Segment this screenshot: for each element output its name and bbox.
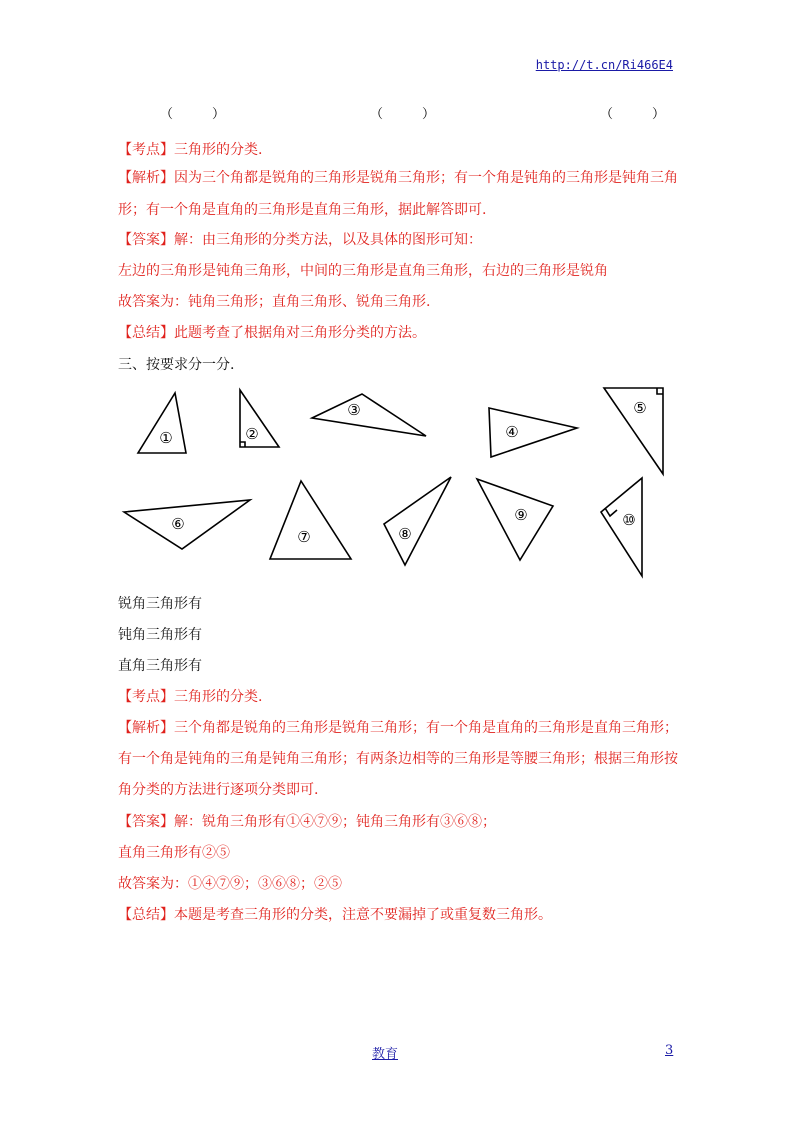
answer-blank-1: （ ） (160, 107, 226, 122)
jiexi-2-line1 (118, 717, 678, 737)
jiexi-text: 因为三个角都是锐角的三角形是锐角三角形；有一个角是钝角的三角形是钝角三角 (174, 170, 678, 186)
daan-1-line3: 故答案为：钝角三角形；直角三角形、锐角三角形. (118, 294, 431, 310)
header-url[interactable]: http://t.cn/Ri466E4 (535, 58, 673, 72)
daan-text: 解：锐角三角形有①④⑦⑨；钝角三角形有③⑥⑧； (174, 814, 496, 830)
daan-label: 【答案】 (118, 232, 174, 248)
answer-blank-3: （ ） (600, 107, 666, 122)
triangle-4 (489, 408, 577, 457)
daan-label: 【答案】 (118, 814, 174, 830)
zongjie-label: 【总结】 (118, 907, 174, 923)
kaodian-text: 三角形的分类. (174, 689, 263, 705)
right-angle-mark-10 (605, 508, 617, 516)
triangle-6 (124, 500, 250, 549)
right-angle-mark-5 (657, 388, 663, 394)
footer-link[interactable]: 教育 (372, 1047, 399, 1062)
zongjie-label: 【总结】 (118, 325, 174, 341)
zongjie-text: 本题是考查三角形的分类，注意不要漏掉了或重复数三角形。 (174, 907, 552, 923)
triangle-7 (270, 481, 351, 559)
triangle-label-1: ① (159, 429, 173, 447)
zongjie-2 (118, 904, 552, 924)
kaodian-label: 【考点】 (118, 142, 174, 158)
jiexi-2-line2: 有一个角是钝角的三角是钝角三角形；有两条边相等的三角形是等腰三角形；根据三角形按 (118, 751, 678, 767)
triangle-label-2: ② (245, 425, 259, 443)
zongjie-text: 此题考查了根据角对三角形分类的方法。 (174, 325, 426, 341)
jiexi-label: 【解析】 (118, 720, 174, 736)
question-acute: 锐角三角形有 (118, 596, 202, 612)
daan-1-line2: 左边的三角形是钝角三角形，中间的三角形是直角三角形，右边的三角形是锐角 (118, 263, 608, 279)
daan-2-line2: 直角三角形有②⑤ (118, 845, 230, 861)
kaodian-label: 【考点】 (118, 689, 174, 705)
jiexi-1-line2: 形；有一个角是直角的三角形是直角三角形，据此解答即可. (118, 202, 487, 218)
triangle-label-8: ⑧ (398, 525, 412, 543)
daan-2-line3: 故答案为：①④⑦⑨；③⑥⑧；②⑤ (118, 876, 342, 892)
question-obtuse: 钝角三角形有 (118, 627, 202, 643)
triangle-3 (312, 394, 426, 436)
kaodian-text: 三角形的分类. (174, 142, 263, 158)
triangle-label-7: ⑦ (297, 528, 311, 546)
daan-2-line1 (118, 811, 496, 831)
triangle-label-4: ④ (505, 423, 519, 441)
triangle-label-3: ③ (347, 401, 361, 419)
triangle-label-5: ⑤ (633, 399, 647, 417)
triangle-label-10: ⑩ (622, 511, 636, 529)
jiexi-text: 三个角都是锐角的三角形是锐角三角形；有一个角是直角的三角形是直角三角形； (174, 720, 678, 736)
page-number: 3 (665, 1043, 674, 1058)
jiexi-2-line3: 角分类的方法进行逐项分类即可. (118, 782, 319, 798)
daan-text: 解：由三角形的分类方法，以及具体的图形可知： (174, 232, 482, 248)
triangle-label-9: ⑨ (514, 506, 528, 524)
jiexi-label: 【解析】 (118, 170, 174, 186)
triangle-8 (384, 477, 451, 565)
question-right: 直角三角形有 (118, 658, 202, 674)
answer-blank-2: （ ） (370, 107, 436, 122)
section-title: 三、按要求分一分. (118, 357, 235, 373)
kaodian-2 (118, 686, 262, 706)
triangle-label-6: ⑥ (171, 515, 185, 533)
